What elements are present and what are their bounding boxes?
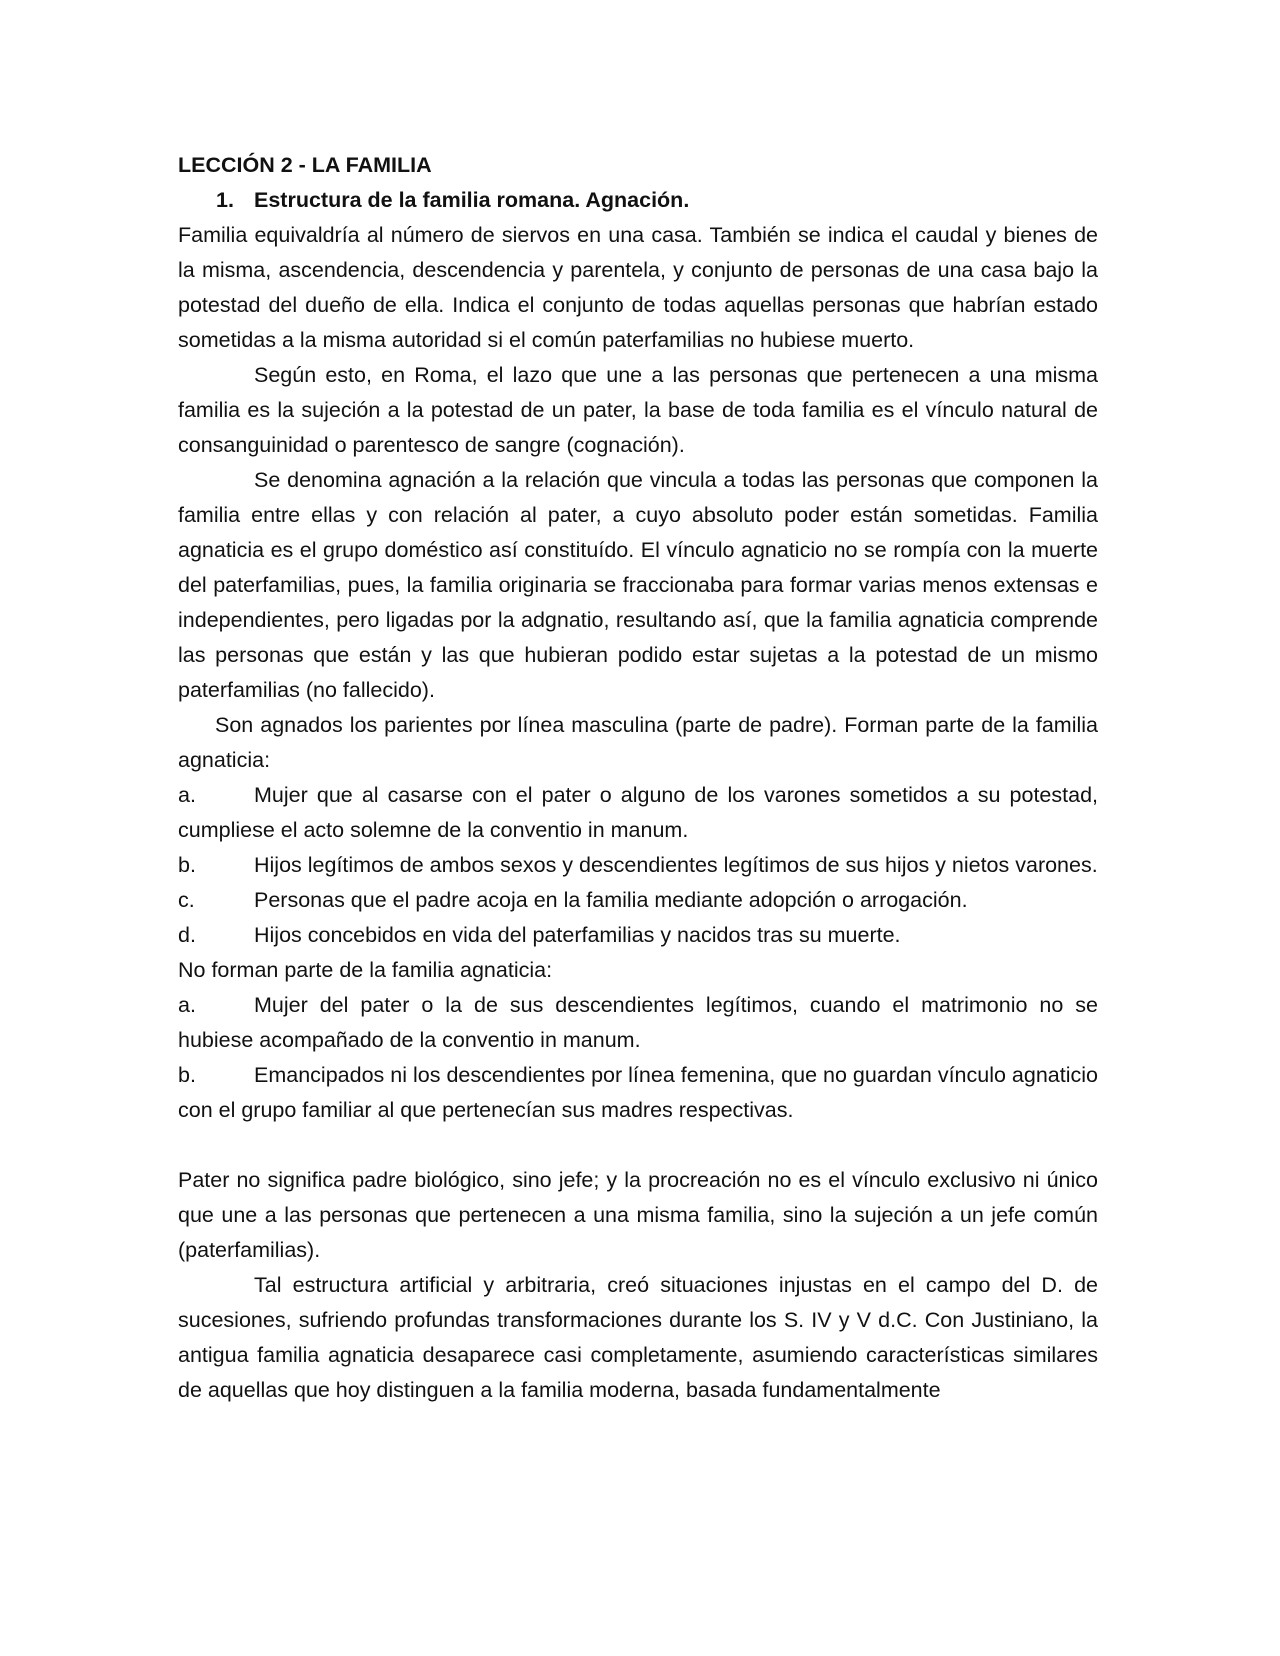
list-item: [178, 1058, 1098, 1128]
list-item-letter: b.: [178, 853, 196, 877]
list-item-letter: b.: [178, 1063, 196, 1087]
list-item-text: Mujer que al casarse con el pater o alguno de los varones sometidos a su potestad, cumpliese el acto solemne de la conventio in manum.: [178, 783, 1098, 842]
list-item-letter: c.: [178, 888, 195, 912]
paragraph-roma: Según esto, en Roma, el lazo que une a las personas que pertenecen a una misma familia es la sujeción a la potestad de un pater, la base de toda familia es el vínculo natural de consanguinidad o parentesco de sangre (cognación).: [178, 363, 1098, 457]
section-heading: [178, 183, 1098, 218]
list-item-text: Hijos concebidos en vida del paterfamilias y nacidos tras su muerte.: [254, 923, 901, 947]
paragraph-no-forman: No forman parte de la familia agnaticia:: [178, 958, 553, 982]
section-number: 1.: [216, 188, 234, 212]
list-item-text: Personas que el padre acoja en la familia mediante adopción o arrogación.: [254, 888, 968, 912]
list-item-text: Emancipados ni los descendientes por línea femenina, que no guardan vínculo agnaticio con el grupo familiar al que pertenecían sus madres respectivas.: [178, 1063, 1098, 1122]
lesson-title: LECCIÓN 2 - LA FAMILIA: [178, 153, 432, 177]
list-item-text: Hijos legítimos de ambos sexos y descendientes legítimos de sus hijos y nietos varones.: [254, 853, 1098, 877]
list-item: [178, 918, 1098, 953]
list-item-letter: d.: [178, 923, 196, 947]
paragraph-familia-definition: Familia equivaldría al número de siervos en una casa. También se indica el caudal y bienes de la misma, ascendencia, descendencia y parentela, y conjunto de personas de una casa bajo la potestad del dueño de ella. Indica el conjunto de todas aquellas personas que habrían estado sometidas a la misma autoridad si el común paterfamilias no hubiese muerto.: [178, 223, 1098, 352]
paragraph-pater: Pater no significa padre biológico, sino jefe; y la procreación no es el vínculo exclusivo ni único que une a las personas que pertenecen a una misma familia, sino la sujeción a un jefe común (paterfamilias).: [178, 1168, 1098, 1262]
list-item-text: Mujer del pater o la de sus descendientes legítimos, cuando el matrimonio no se hubiese acompañado de la conventio in manum.: [178, 993, 1098, 1052]
list-item: [178, 778, 1098, 848]
section-heading-text: Estructura de la familia romana. Agnación.: [254, 188, 690, 212]
paragraph-estructura: Tal estructura artificial y arbitraria, creó situaciones injustas en el campo del D. de sucesiones, sufriendo profundas transformaciones durante los S. IV y V d.C. Con Justiniano, la antigua familia agnaticia desaparece casi completamente, asumiendo características similares de aquellas que hoy distinguen a la familia moderna, basada fundamentalmente: [178, 1273, 1098, 1402]
list-item: [178, 988, 1098, 1058]
paragraph-agnados: Son agnados los parientes por línea masculina (parte de padre). Forman parte de la familia agnaticia:: [178, 713, 1098, 772]
list-item: [178, 883, 1098, 918]
list-item: [178, 848, 1098, 883]
list-item-letter: a.: [178, 783, 196, 807]
list-item-letter: a.: [178, 993, 196, 1017]
blank-line: [178, 1128, 1098, 1163]
paragraph-agnacion: Se denomina agnación a la relación que vincula a todas las personas que componen la familia entre ellas y con relación al pater, a cuyo absoluto poder están sometidas. Familia agnaticia es el grupo doméstico así constituído. El vínculo agnaticio no se rompía con la muerte del paterfamilias, pues, la familia originaria se fraccionaba para formar varias menos extensas e independientes, pero ligadas por la adgnatio, resultando así, que la familia agnaticia comprende las personas que están y las que hubieran podido estar sujetas a la potestad de un mismo paterfamilias (no fallecido).: [178, 468, 1098, 702]
document-body: [178, 148, 1098, 1408]
